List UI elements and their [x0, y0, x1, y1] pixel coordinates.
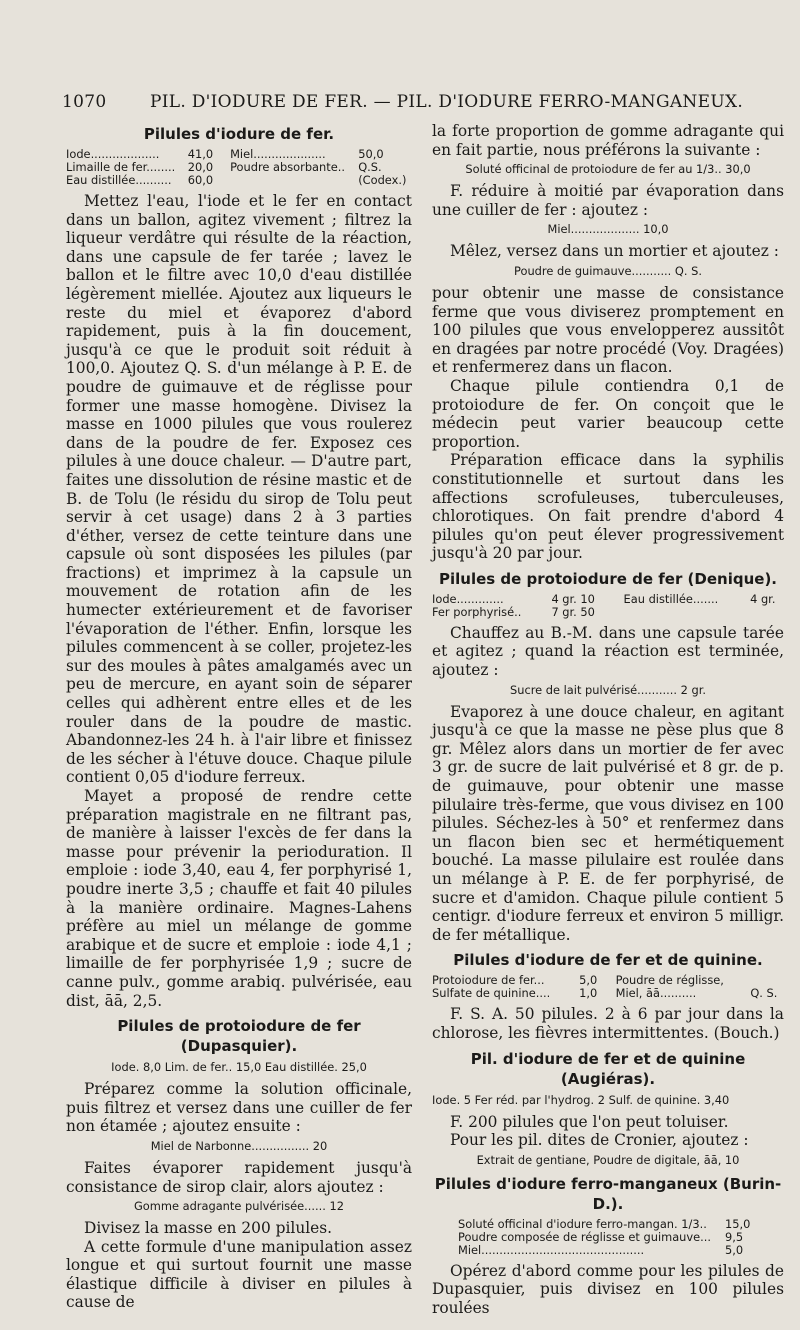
ingredient-name: Soluté officinal d'iodure ferro-mangan. 1/3..	[458, 1216, 707, 1231]
section-title: Pilules d'iodure ferro-manganeux (Burin-D.).	[434, 1174, 782, 1213]
ingredient-name: Miel, āā..........	[615, 986, 697, 1001]
ingredient-value: 4 gr.	[750, 591, 776, 606]
paragraph: Chauffez au B.-M. dans une capsule tarée et agitez ; quand la réaction est terminée, ajoutez :	[432, 623, 784, 680]
running-header	[62, 92, 800, 112]
ingredient-name: Fer porphyrisé..	[432, 604, 522, 619]
running-title: PIL. D'IODURE DE FER. — PIL. D'IODURE FERRO-MANGANEUX.	[150, 92, 744, 112]
paragraph: Mayet a proposé de rendre cette préparation magistrale en ne filtrant pas, de manière à laisser l'excès de fer dans la masse pour prévenir la perioduration. Il emploie : iode 3,40, eau 4, fer porphyrisé 1, poudre inerte 3,5 ; chauffe et fait 40 pilules à la manière ordinaire. Magnes-Lahens préfère au miel un mélange de gomme arabique et de sucre et emploie : iode 4,1 ; limaille de fer porphyrisée 1,9 ; sucre de canne pulv., gomme arabiq. pulvérisée, eau dist, āā, 2,5.	[66, 787, 412, 1010]
section-title: Pilules d'iodure de fer.	[143, 125, 335, 143]
paragraph: Pour les pil. dites de Cronier, ajoutez :	[450, 1131, 749, 1150]
paragraph: la forte proportion de gomme adragante qui en fait partie, nous préférons la suivante :	[432, 122, 784, 159]
ingredient-value: 60,0	[187, 173, 214, 187]
ingredient-name: Eau distillée..........	[66, 173, 172, 187]
paragraph: Evaporez à une douce chaleur, en agitant jusqu'à ce que la masse ne pèse plus que 8 gr. Mêlez alors dans un mortier de fer avec 3 gr. de sucre de lait pulvérisé et 8 gr. de p. de guimauve, pour obtenir une masse pilulaire très-ferme, que vous divisez en 100 pilules. Séchez-les à 50° et renfermez dans un flacon bien sec et hermétiquement bouché. La masse pilulaire est roulée dans un mélange à P. E. de fer porphyrisé, de sucre et d'amidon. Chaque pilule contient 5 centigr. d'iodure ferreux et environ 5 milligr. de fer métallique.	[432, 702, 784, 944]
ingredient-value: 20,0	[187, 160, 214, 174]
ingredient-value: 4 gr. 10	[551, 591, 595, 606]
ingredient-name: Iode.............	[432, 591, 504, 606]
ingredient-value: Q. S.	[750, 986, 778, 1001]
ingredient-name: Protoiodure de fer...	[432, 973, 545, 988]
right-column	[432, 122, 784, 1318]
formula-row	[432, 987, 784, 1000]
paragraph: Mettez l'eau, l'iode et le fer en contact dans un ballon, agitez vivement ; filtrez la liqueur verdâtre qui résulte de la réaction, dans une capsule de fer tarée ; lavez le ballon et le filtre avec 10,0 d'eau distillée légèrement miellée. Ajoutez aux liqueurs le reste du miel et évaporez d'abord rapidement, puis à la fin doucement, jusqu'à ce que le produit soit réduit à 100,0. Ajoutez Q. S. d'un mélange à P. E. de poudre de guimauve et de réglisse pour former une masse homogène. Divisez la masse en 1000 pilules que vous roulerez dans de la poudre de fer. Exposez ces pilules à une douce chaleur. — D'autre part, faites une dissolution de résine mastic et de B. de Tolu (le résidu du sirop de Tolu peut servir à cet usage) dans 2 à 3 parties d'éther, versez de cette teinture dans une capsule où sont disposées les pilules (par fractions) et imprimez à la capsule un mouvement de rotation afin de les humecter extérieurement et de favoriser l'évaporation de l'éther. Enfin, lorsque les pilules commencent à se coller, projetez-les sur des moules à pâtes amalgamés avec un peu de mercure, en ayant soin de séparer celles qui adhèrent entre elles et de les rouler dans de la poudre de mastic. Abandonnez-les 24 h. à l'air libre et finissez de les sécher à l'étuve douce. Chaque pilule contient 0,05 d'iodure ferreux.	[66, 192, 412, 787]
ingredient-name	[230, 174, 358, 187]
ingredient-name: Miel....................	[230, 147, 326, 161]
paragraph: F. 200 pilules que l'on peut toluiser.	[450, 1112, 729, 1131]
paragraph: Faites évaporer rapidement jusqu'à consistance de sirop clair, alors ajoutez :	[66, 1158, 412, 1196]
ingredient-name: Sulfate de quinine....	[432, 986, 551, 1001]
paragraph: Préparez comme la solution officinale, puis filtrez et versez dans une cuiller de fer non étamée ; ajoutez ensuite :	[66, 1080, 412, 1136]
ingredient-value: 50,0	[358, 147, 384, 161]
ingredient-value: 41,0	[187, 147, 214, 161]
formula-table	[66, 148, 412, 187]
ingredient-line: Poudre de guimauve........... Q. S.	[514, 263, 702, 278]
paragraph: F. S. A. 50 pilules. 2 à 6 par jour dans la chlorose, les fièvres intermittentes. (Bouch.)	[432, 1005, 784, 1042]
paragraph: A cette formule d'une manipulation assez longue et qui surtout fournit une masse élastique difficile à diviser en pilules à cause de	[66, 1237, 412, 1312]
section-title: Pilules de protoiodure de fer (Dupasquier).	[117, 1017, 361, 1056]
ingredient-line: Gomme adragante pulvérisée...... 12	[133, 1199, 344, 1214]
ingredient-name: Poudre composée de réglisse et guimauve...	[458, 1229, 712, 1244]
ingredient-line: Extrait de gentiane, Poudre de digitale, āā, 10	[476, 1152, 740, 1167]
formula-table	[432, 974, 784, 1000]
paragraph: Opérez d'abord comme pour les pilules de Dupasquier, puis divisez en 100 pilules roulées	[432, 1261, 784, 1317]
paragraph: Chaque pilule contiendra 0,1 de protoiodure de fer. On conçoit que le médecin peut varier beaucoup cette proportion.	[432, 376, 784, 451]
ingredient-name: Eau distillée.......	[623, 591, 719, 606]
paragraph: Mêlez, versez dans un mortier et ajoutez :	[450, 242, 779, 261]
formula-table	[458, 1218, 750, 1257]
ingredient-name: Limaille de fer........	[66, 160, 176, 174]
paragraph: Préparation efficace dans la syphilis constitutionnelle et surtout dans les affections scrofuleuses, tuberculeuses, chlorotiques. On fait prendre d'abord 4 pilules qu'on peut élever progressivement jusqu'à 20 par jour.	[432, 451, 784, 563]
ingredient-line: Miel de Narbonne................ 20	[150, 1138, 328, 1153]
section-title: Pilules de protoiodure de fer (Denique).	[438, 569, 778, 588]
formula-row	[432, 606, 784, 619]
paragraph: F. réduire à moitié par évaporation dans une cuiller de fer : ajoutez :	[432, 182, 784, 219]
ingredient-line: Soluté officinal de protoiodure de fer au 1/3.. 30,0	[465, 162, 751, 177]
ingredient-value: 15,0	[725, 1216, 751, 1231]
formula-row	[66, 174, 412, 187]
formula-row	[432, 593, 784, 606]
ingredient-value: 5,0	[579, 973, 598, 988]
formula-row	[458, 1231, 750, 1244]
paragraph: pour obtenir une masse de consistance ferme que vous diviserez promptement en 100 pilules que vous envelopperez aussitôt en dragées par notre procédé (Voy. Dragées) et renfermerez dans un flacon.	[432, 283, 784, 377]
ingredient-name: Poudre absorbante..	[230, 160, 345, 174]
ingredient-name: Poudre de réglisse,	[615, 973, 724, 988]
left-column	[66, 122, 412, 1312]
ingredient-value: 7 gr. 50	[551, 604, 595, 619]
formula-row	[458, 1218, 750, 1231]
paragraph: Divisez la masse en 200 pilules.	[84, 1219, 333, 1238]
ingredient-value: 9,5	[725, 1229, 744, 1244]
ingredient-name: Miel.............................................	[458, 1242, 645, 1257]
ingredient-value: 1,0	[579, 986, 598, 1001]
ingredient-value: 5,0	[725, 1242, 744, 1257]
ingredient-value: Q.S.	[358, 160, 382, 174]
ingredient-name: Iode...................	[66, 147, 160, 161]
formula-table	[432, 593, 784, 619]
formula-line: Iode. 8,0 Lim. de fer.. 15,0 Eau distillée. 25,0	[111, 1060, 367, 1075]
ingredient-line: Sucre de lait pulvérisé........... 2 gr.	[510, 682, 706, 697]
ingredient-line: Miel................... 10,0	[547, 222, 669, 237]
formula-line: Iode. 5 Fer réd. par l'hydrog. 2 Sulf. de quinine. 3,40	[432, 1092, 730, 1107]
page-number: 1070	[62, 92, 107, 112]
source-reference: (Codex.)	[358, 173, 407, 187]
section-title: Pil. d'iodure de fer et de quinine (Augiéras).	[470, 1049, 746, 1088]
section-title: Pilules d'iodure de fer et de quinine.	[453, 951, 763, 970]
formula-row	[458, 1244, 750, 1257]
